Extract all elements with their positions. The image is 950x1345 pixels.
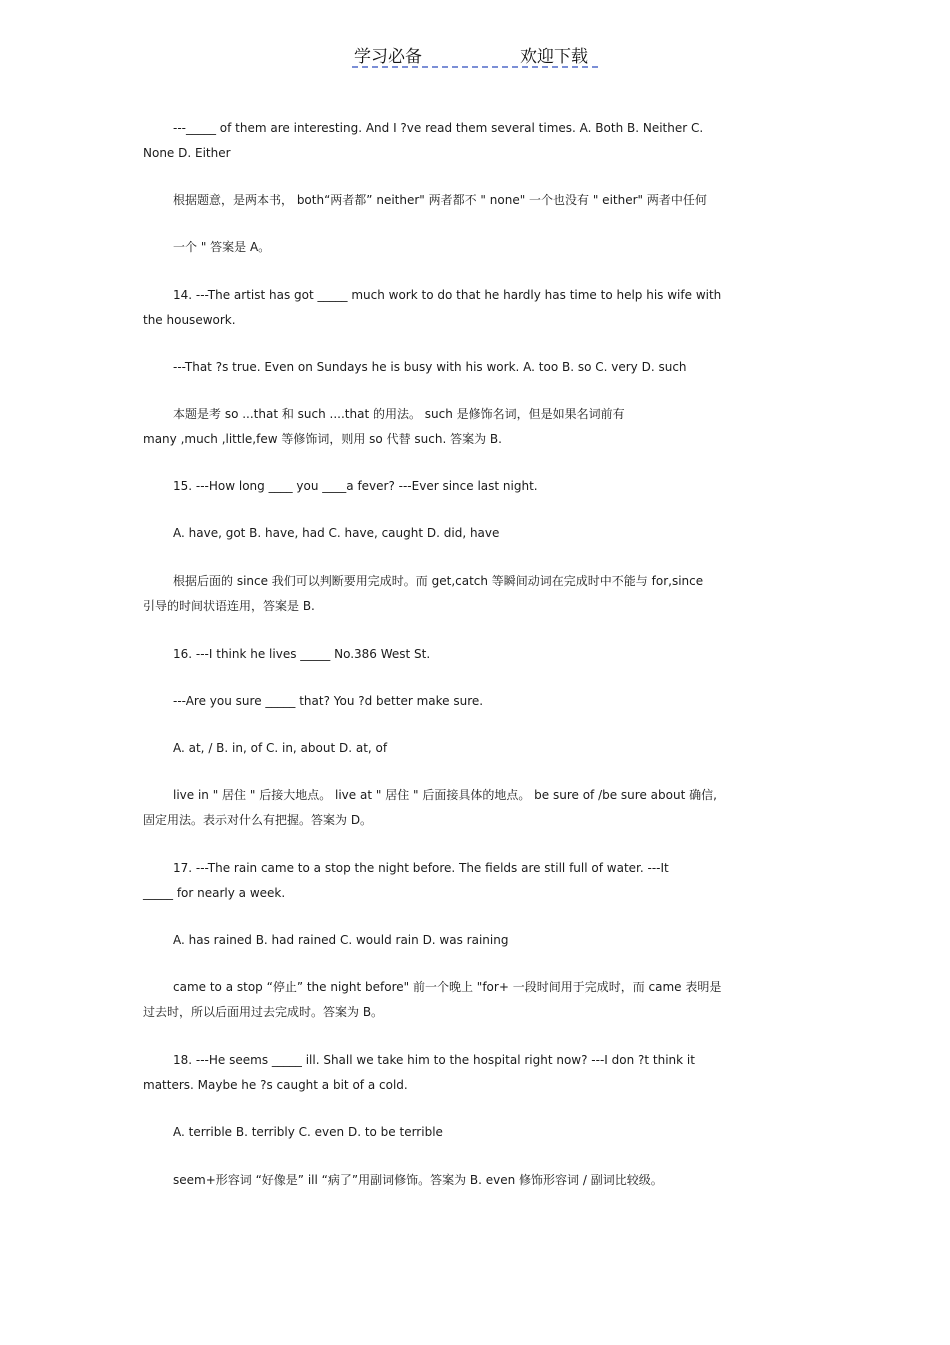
question-14-options <box>143 355 808 380</box>
answer-15-explanation <box>143 569 808 619</box>
question-14-text <box>143 283 808 333</box>
text-line: A. terrible B. terribly C. even D. to be terrible <box>173 1125 443 1139</box>
answer-13-explanation <box>143 188 808 213</box>
text-line: 过去时，所以后面用过去完成时。答案为 B。 <box>143 1005 384 1019</box>
question-15-text <box>143 474 808 499</box>
text-line: 引导的时间状语连用，答案是 B. <box>143 599 315 613</box>
answer-14-explanation <box>143 402 808 452</box>
text-line: ---_____ of them are interesting. And I ?ve read them several times. A. Both B. Neither C. <box>173 121 704 135</box>
question-17-text <box>143 856 808 906</box>
text-line: live in " 居住 " 后接大地点。 live at " 居住 " 后面接具体的地点。 be sure of /be sure about 确信, <box>173 788 717 802</box>
text-line: 固定用法。表示对什么有把握。答案为 D。 <box>143 813 373 827</box>
text-line: A. has rained B. had rained C. would rain D. was raining <box>173 933 509 947</box>
text-line: matters. Maybe he ?s caught a bit of a cold. <box>143 1078 408 1092</box>
text-line: many ,much ,little,few 等修饰词，则用 so 代替 such. 答案为 B. <box>143 432 502 446</box>
header-left-text: 学习必备 <box>354 47 422 67</box>
answer-16-explanation <box>143 783 808 833</box>
text-line: ---That ?s true. Even on Sundays he is busy with his work. A. too B. so C. very D. such <box>173 360 687 374</box>
question-18-options <box>143 1120 808 1145</box>
header-right-text: 欢迎下载 <box>520 47 588 67</box>
text-line: seem+形容词 “好像是” ill “病了”用副词修饰。答案为 B. even 修饰形容词 / 副词比较级。 <box>173 1173 663 1187</box>
text-line: ---Are you sure _____ that? You ?d better make sure. <box>173 694 484 708</box>
text-line: A. at, / B. in, of C. in, about D. at, of <box>173 741 388 755</box>
question-13-text <box>143 116 808 166</box>
question-16-options <box>143 736 808 761</box>
page-header <box>352 40 598 68</box>
text-line: 一个 " 答案是 A。 <box>173 240 271 254</box>
text-line: the housework. <box>143 313 236 327</box>
text-line: 本题是考 so ...that 和 such ....that 的用法。 such 是修饰名词，但是如果名词前有 <box>173 407 625 421</box>
text-line: 根据题意，是两本书， both“两者都” neither" 两者都不 " none" 一个也没有 " either" 两者中任何 <box>173 193 707 207</box>
text-line: 17. ---The rain came to a stop the night before. The fields are still full of water. ---It <box>173 861 669 875</box>
text-line: 15. ---How long ____ you ____a fever? ---Ever since last night. <box>173 479 538 493</box>
answer-17-explanation <box>143 975 808 1025</box>
text-line: 14. ---The artist has got _____ much work to do that he hardly has time to help his wife with <box>173 288 722 302</box>
answer-13-result <box>143 235 808 260</box>
text-line: A. have, got B. have, had C. have, caught D. did, have <box>173 526 500 540</box>
text-line: 根据后面的 since 我们可以判断要用完成时。而 get,catch 等瞬间动词在完成时中不能与 for,since <box>173 574 704 588</box>
text-line: 16. ---I think he lives _____ No.386 West St. <box>173 647 431 661</box>
text-line: 18. ---He seems _____ ill. Shall we take him to the hospital right now? ---I don ?t think it <box>173 1053 695 1067</box>
text-line: None D. Either <box>143 146 231 160</box>
question-18-text <box>143 1048 808 1098</box>
text-line: _____ for nearly a week. <box>143 886 286 900</box>
text-line: came to a stop “停止” the night before" 前一个晚上 "for+ 一段时间用于完成时，而 came 表明是 <box>173 980 722 994</box>
question-15-options <box>143 521 808 546</box>
question-16-followup <box>143 689 808 714</box>
answer-18-explanation <box>143 1168 808 1193</box>
question-17-options <box>143 928 808 953</box>
question-16-text <box>143 642 808 667</box>
